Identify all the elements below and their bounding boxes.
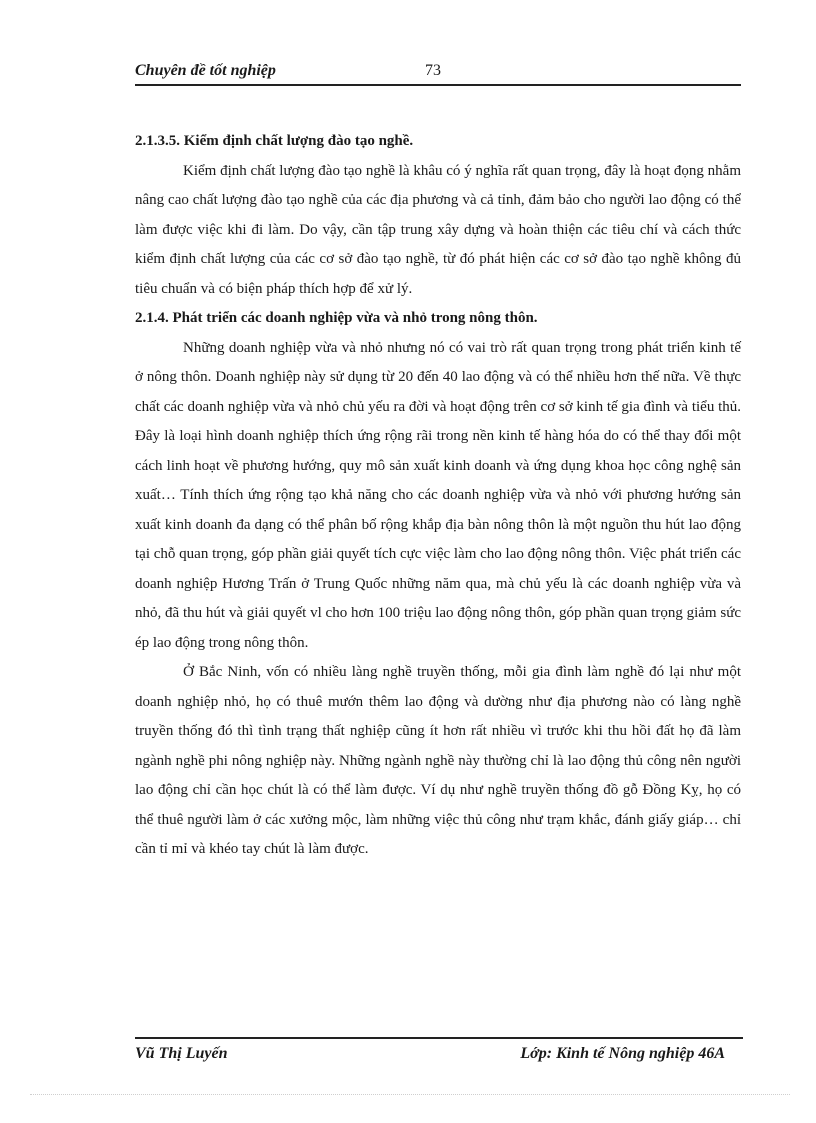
paragraph: Kiểm định chất lượng đào tạo nghề là khâu có ý nghĩa rất quan trọng, đây là hoạt đọng nhằm nâng cao chất lượng đào tạo nghề của các địa phương và cả tỉnh, đảm bảo cho người lao động có thể làm được việc khi đi làm. Do vậy, cần tập trung xây dựng và hoàn thiện các tiêu chí và cách thức kiểm định chất lượng của các cơ sở đào tạo nghề, từ đó phát hiện các cơ sở đào tạo nghề không đủ tiêu chuẩn và có biện pháp thích hợp để xử lý. [135,162,741,297]
footer-author: Vũ Thị Luyến [135,1045,228,1062]
page-header [135,58,741,86]
document-body [135,127,741,865]
footer-class: Lớp: Kinh tế Nông nghiệp 46A [520,1045,725,1062]
header-title: Chuyên đề tốt nghiệp [135,62,276,79]
paragraph: Những doanh nghiệp vừa và nhỏ nhưng nó có vai trò rất quan trọng trong phát triển kinh tế ở nông thôn. Doanh nghiệp này sử dụng từ 20 đến 40 lao động và có thể nhiều hơn thế nữa. Về thực chất các doanh nghiệp vừa và nhỏ chủ yếu ra đời và hoạt động trên cơ sở kinh tế gia đình và tiểu thủ. Đây là loại hình doanh nghiệp thích ứng rộng rãi trong nền kinh tế hàng hóa do có thể thay đổi một cách linh hoạt về phương hướng, quy mô sản xuất kinh doanh và ứng dụng khoa học công nghệ sản xuất… Tính thích ứng rộng tạo khả năng cho các doanh nghiệp vừa và nhỏ với phương hướng sản xuất kinh doanh đa dạng có thể phân bố rộng khắp địa bàn nông thôn là một nguồn thu hút lao động tại chỗ quan trọng, góp phần giải quyết tích cực việc làm cho lao động nông thôn. Việc phát triển các doanh nghiệp Hương Trấn ở Trung Quốc những năm qua, mà chủ yếu là các doanh nghiệp vừa và nhỏ, đã thu hút và giải quyết vl cho hơn 100 triệu lao động nông thôn, góp phần quan trọng giảm sức ép lao động trong nông thôn. [135,339,741,651]
page-number: 73 [425,62,441,79]
section-heading-2-1-4: 2.1.4. Phát triển các doanh nghiệp vừa và nhỏ trong nông thôn. [135,310,538,326]
page-footer [135,1037,743,1069]
page-edge-divider [30,1094,790,1095]
paragraph: Ở Bắc Ninh, vốn có nhiều làng nghề truyền thống, mỗi gia đình làm nghề đó lại như một doanh nghiệp nhỏ, họ có thuê mướn thêm lao động và dường như địa phương nào có làng nghề truyền thống đó thì tình trạng thất nghiệp cũng ít hơn rất nhiều vì trước khi thu hồi đất họ đã làm ngành nghề phi nông nghiệp này. Những ngành nghề này thường chỉ là lao động thủ công nên người lao động chỉ cần học chút là có thể làm được. Ví dụ như nghề truyền thống đồ gỗ Đồng Kỵ, họ có thể thuê người làm ở các xưởng mộc, làm những việc thủ công như trạm khắc, đánh giấy giáp… chỉ cần tỉ mỉ và khéo tay chút là làm được. [135,664,741,857]
section-heading-2-1-3-5: 2.1.3.5. Kiểm định chất lượng đào tạo nghề. [135,133,414,149]
